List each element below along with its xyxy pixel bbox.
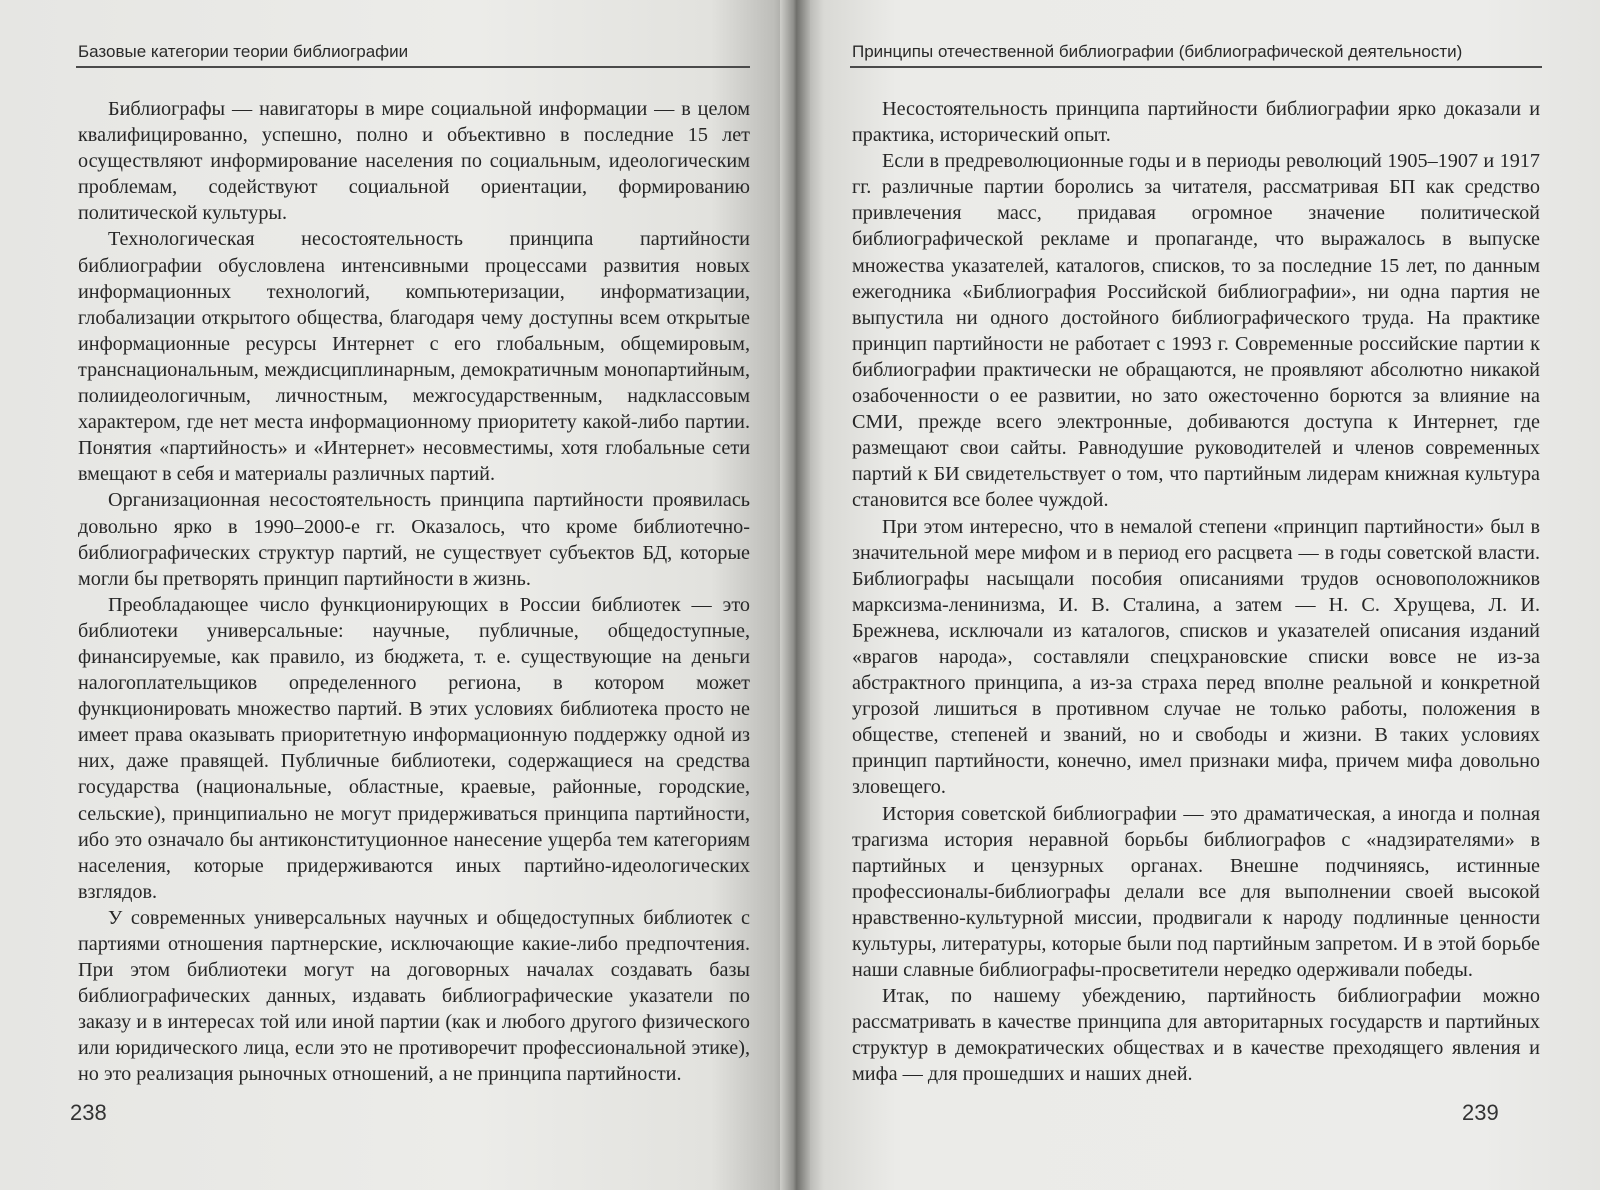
book-gutter [780, 0, 810, 1190]
left-page [0, 0, 790, 1190]
running-head-left: Базовые категории теории библиографии [78, 42, 409, 61]
header-rule-left [76, 66, 750, 68]
right-page [800, 0, 1600, 1190]
body-text-right [852, 96, 1540, 1088]
page-number-left: 238 [70, 1100, 107, 1125]
paragraph: Если в предреволюционные годы и в периоды революций 1905–1907 и 1917 гг. различные партии боролись за читателя, рассматривая БП как средство привлечения масс, придавая огромное значение политической библиографической рекламе и пропаганде, что выражалось в выпуске множества указателей, каталогов, списков, то за последние 15 лет, по данным ежегодника «Библиография Российской библиографии», ни одна партия не выпустила ни одного достойного библиографического труда. На практике принцип партийности не работает с 1993 г. Современные российские партии к библиографии практически не обращаются, не проявляют абсолютно никакой озабоченности о ее развитии, но зато ожесточенно борются за влияние на СМИ, прежде всего электронные, добиваются доступа к Интернет, где размещают свои сайты. Равнодушие руководителей и членов современных партий к БИ свидетельствует о том, что партийным лидерам книжная культура становится все более чуждой. [852, 150, 1540, 512]
paragraph: Итак, по нашему убеждению, партийность библиографии можно рассматривать в качестве принципа для авторитарных государств и партийных структур в демократических обществах и в качестве преходящего явления и мифа — для прошедших и наших дней. [852, 985, 1540, 1086]
header-rule-right [850, 66, 1542, 68]
paragraph: При этом интересно, что в немалой степени «принцип партийности» был в значительной мере мифом и в период его расцвета — в годы советской власти. Библиографы насыщали пособия описаниями трудов основоположников марксизма-ленинизма, И. В. Сталина, а затем — Н. С. Хрущева, Л. И. Брежнева, исключали из каталогов, списков и указателей описания изданий «врагов народа», составляли спецхрановские списки вовсе не из-за абстрактного принципа, а из-за страха перед вполне реальной и конкретной угрозой лишиться в противном случае не только работы, положения в обществе, степеней и званий, но и свободы и жизни. В таких условиях принцип партийности, конечно, имел признаки мифа, причем мифа довольно зловещего. [852, 515, 1540, 799]
paragraph: Несостоятельность принципа партийности библиографии ярко доказали и практика, исторический опыт. [852, 98, 1540, 147]
running-head-right: Принципы отечественной библиографии (библиографической деятельности) [852, 42, 1463, 61]
paragraph: У современных универсальных научных и общедоступных библиотек с партиями отношения партнерские, исключающие какие-либо предпочтения. При этом библиотеки могут на договорных началах создавать базы библиографических данных, издавать библиографические указатели по заказу и в интересах той или иной партии (как и любого другого физического или юридического лица, если это не противоречит профессиональной этике), но это реализация рыночных отношений, а не принципа партийности. [78, 906, 750, 1086]
paragraph: Библиографы — навигаторы в мире социальной информации — в целом квалифицированно, успешно, полно и объективно в последние 15 лет осуществляют информирование населения по социальным, идеологическим проблемам, содействуют социальной ориентации, формированию политической культуры. [78, 98, 750, 225]
paragraph: Организационная несостоятельность принципа партийности проявилась довольно ярко в 1990–2000-е гг. Оказалось, что кроме библиотечно-библиографических структур партий, не существует субъектов БД, которые могли бы претворять принцип партийности в жизнь. [78, 489, 750, 590]
paragraph: Технологическая несостоятельность принципа партийности библиографии обусловлена интенсивными процессами развития новых информационных технологий, компьютеризации, информатизации, глобализации открытого общества, благодаря чему доступны всем открытые информационные ресурсы Интернет с его глобальным, общемировым, транснациональным, междисциплинарным, демократичным монопартийным, полиидеологичным, личностным, межгосударственным, надклассовым характером, где нет места информационному приоритету какой-либо партии. Понятия «партийность» и «Интернет» несовместимы, хотя глобальные сети вмещают в себя и материалы различных партий. [78, 228, 750, 486]
page-number-right: 239 [1462, 1100, 1499, 1125]
body-text-left [78, 96, 750, 1088]
paragraph: Преобладающее число функционирующих в России библиотек — это библиотеки универсальные: научные, публичные, общедоступные, финансируемые, как правило, из бюджета, т. е. существующие на деньги налогоплательщиков определенного региона, в котором может функционировать множество партий. В этих условиях библиотека просто не имеет права оказывать приоритетную информационную поддержку одной из них, даже правящей. Публичные библиотеки, содержащиеся на средства государства (национальные, областные, краевые, районные, городские, сельские), принципиально не могут придерживаться принципа партийности, ибо это означало бы антиконституционное нанесение ущерба тем категориям населения, которые придерживаются иных партийно-идеологических взглядов. [78, 593, 750, 903]
paragraph: История советской библиографии — это драматическая, а иногда и полная трагизма история неравной борьбы библиографов с «надзирателями» в партийных и цензурных органах. Внешне подчиняясь, истинные профессионалы-библиографы делали все для выполнении своей высокой нравственно-культурной миссии, продвигали к народу подлинные ценности культуры, литературы, которые были под партийным запретом. И в этой борьбе наши славные библиографы-просветители нередко одерживали победы. [852, 802, 1540, 982]
